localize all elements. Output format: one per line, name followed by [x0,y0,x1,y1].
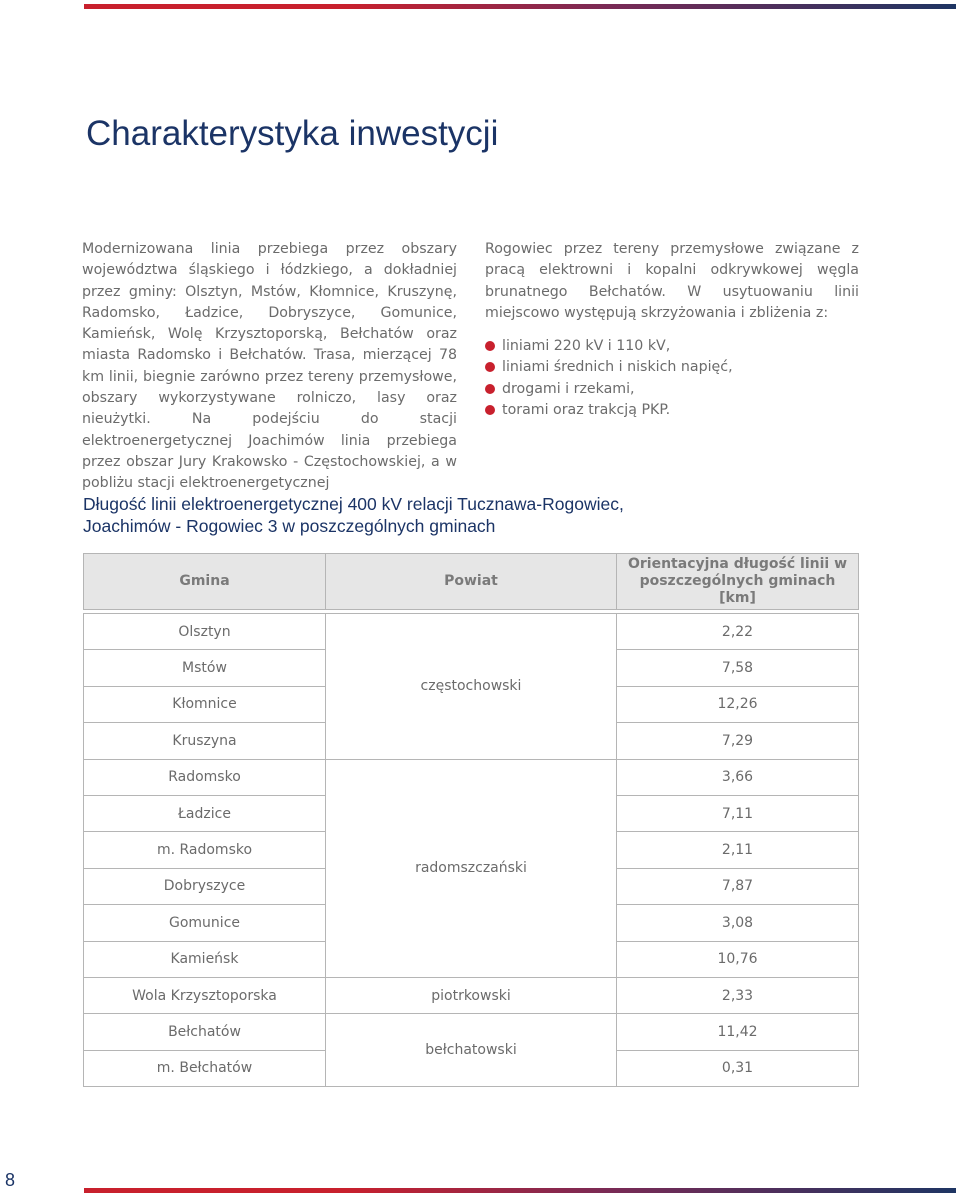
list-item [485,379,859,400]
cell-powiat: bełchatowski [326,1014,617,1087]
top-accent-bar [84,4,956,9]
cell-km: 3,08 [617,905,859,941]
bullet-dot-icon [485,341,495,351]
table-row [84,977,859,1013]
cell-gmina: Dobryszyce [84,868,326,904]
table-title-line-1: Długość linii elektroenergetycznej 400 kV relacji Tucznawa-Rogowiec, [83,494,624,514]
cell-gmina: Kamieńsk [84,941,326,977]
cell-km: 10,76 [617,941,859,977]
cell-km: 7,11 [617,795,859,831]
cell-gmina: Ładzice [84,795,326,831]
cell-km: 11,42 [617,1014,859,1050]
cell-gmina: Wola Krzysztoporska [84,977,326,1013]
list-item-label: liniami 220 kV i 110 kV, [502,338,671,355]
cell-gmina: m. Bełchatów [84,1050,326,1086]
cell-gmina: Bełchatów [84,1014,326,1050]
cell-km: 2,33 [617,977,859,1013]
bullet-dot-icon [485,384,495,394]
list-item-label: torami oraz trakcją PKP. [502,402,671,419]
cell-gmina: Kruszyna [84,723,326,759]
list-item-label: drogami i rzekami, [502,380,635,397]
cell-km: 2,22 [617,614,859,650]
cell-km: 7,29 [617,723,859,759]
cell-powiat: piotrkowski [326,977,617,1013]
table-title-line-2: Joachimów - Rogowiec 3 w poszczególnych gminach [83,516,496,536]
cell-km: 2,11 [617,832,859,868]
cell-km: 7,58 [617,650,859,686]
table-row [84,1014,859,1050]
header-length: Orientacyjna długość linii w poszczególnych gminach [km] [617,554,859,610]
header-powiat: Powiat [326,554,617,610]
table-row [84,759,859,795]
bottom-accent-bar [84,1188,956,1193]
table-title [83,493,703,537]
cell-km: 3,66 [617,759,859,795]
list-item [485,336,859,357]
cell-gmina: Gomunice [84,905,326,941]
cell-gmina: Olsztyn [84,614,326,650]
left-paragraph: Modernizowana linia przebiega przez obszary województwa śląskiego i łódzkiego, a dokładniej przez gminy: Olsztyn, Mstów, Kłomnice, Kruszynę, Radomsko, Ładzice, Dobryszyce, Gomunice, Kamieńsk, Wolę Krzysztoporską, Bełchatów oraz miasta Radomsko i Bełchatów. Trasa, mierzącej 78 km linii, biegnie zarówno przez tereny przemysłowe, obszary wykorzystywane rolniczo, lasy oraz nieużytki. Na podejściu do stacji elektroenergetycznej Joachimów linia przebiega przez obszar Jury Krakowsko - Częstochowskiej, a w pobliżu stacji elektroenergetycznej [82,241,457,492]
list-item [485,357,859,378]
cell-km: 7,87 [617,868,859,904]
header-gmina: Gmina [84,554,326,610]
right-paragraph: Rogowiec przez tereny przemysłowe związane z pracą elektrowni i kopalni odkrywkowej węgla brunatnego Bełchatów. W usytuowaniu linii miejscowo występują skrzyżowania i zbliżenia z: [485,241,859,321]
list-item [485,400,859,421]
bullet-dot-icon [485,405,495,415]
cell-gmina: Mstów [84,650,326,686]
bullet-dot-icon [485,362,495,372]
cell-gmina: m. Radomsko [84,832,326,868]
table-row [84,614,859,650]
page-title: Charakterystyka inwestycji [86,114,499,153]
cell-km: 12,26 [617,686,859,722]
cell-powiat: radomszczański [326,759,617,977]
table-header-row [84,554,859,610]
list-item-label: liniami średnich i niskich napięć, [502,359,733,376]
cell-gmina: Radomsko [84,759,326,795]
crossings-list [485,336,859,421]
length-table [83,553,859,1087]
cell-km: 0,31 [617,1050,859,1086]
right-text-column [485,239,859,421]
left-text-column [82,239,457,495]
cell-gmina: Kłomnice [84,686,326,722]
page-number: 8 [5,1170,16,1190]
cell-powiat: częstochowski [326,614,617,760]
